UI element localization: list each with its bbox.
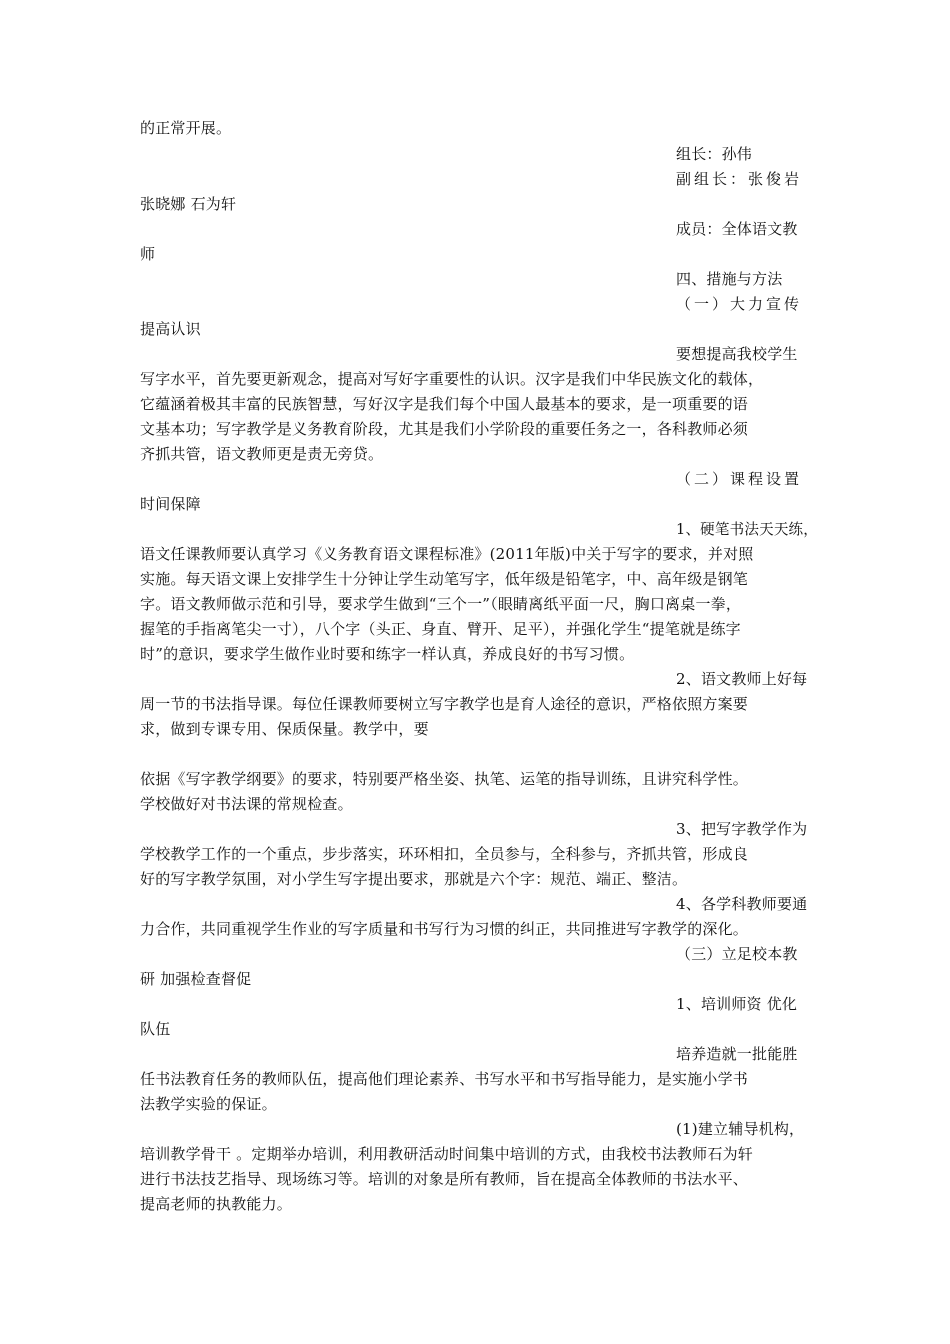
paragraph-start: 4、各学科教师要通 (676, 895, 808, 913)
paragraph-start: 3、把写字教学作为 (676, 820, 808, 838)
text-line: 张晓娜 石为轩 (140, 195, 237, 213)
subsection-heading: （三）立足校本教 (676, 945, 798, 963)
text-line: 齐抓共管，语文教师更是责无旁贷。 (140, 445, 384, 463)
text-line: 好的写字教学氛围，对小学生写字提出要求，那就是六个字：规范、端正、整洁。 (140, 870, 688, 888)
text-line: 字。语文教师做示范和引导，要求学生做到“三个一”（眼睛离纸平面一尺，胸口离桌一拳， (140, 595, 742, 613)
text-line: 的正常开展。 (140, 119, 232, 137)
text-line: 求，做到专课专用、保质保量。教学中，要 (140, 720, 429, 738)
paragraph-start: (1)建立辅导机构， (676, 1120, 805, 1138)
text-line: 力合作，共同重视学生作业的写字质量和书写行为习惯的纠正，共同推进写字教学的深化。 (140, 920, 749, 938)
paragraph-start: 要想提高我校学生 (676, 345, 798, 363)
members-line: 成员：全体语文教 (676, 220, 798, 238)
section-heading: 四、措施与方法 (676, 270, 783, 288)
text-line: 队伍 (140, 1020, 171, 1038)
text-line: 提高老师的执教能力。 (140, 1195, 293, 1213)
text-line: 师 (140, 245, 156, 263)
text-line: 进行书法技艺指导、现场练习等。培训的对象是所有教师，旨在提高全体教师的书法水平、 (140, 1170, 749, 1188)
text-line: 它蕴涵着极其丰富的民族智慧，写好汉字是我们每个中国人最基本的要求，是一项重要的语 (140, 395, 749, 413)
text-line: 时间保障 (140, 495, 201, 513)
text-line: 文基本功；写字教学是义务教育阶段，尤其是我们小学阶段的重要任务之一，各科教师必须 (140, 420, 749, 438)
group-leader-line: 组长：孙伟 (676, 145, 753, 163)
text-line: 依据《写字教学纲要》的要求，特别要严格坐姿、执笔、运笔的指导训练，且讲究科学性。 (140, 770, 749, 788)
text-line: 周一节的书法指导课。每位任课教师要树立写字教学也是育人途径的意识，严格依照方案要 (140, 695, 749, 713)
text-line: 实施。每天语文课上安排学生十分钟让学生动笔写字，低年级是铅笔字，中、高年级是钢笔 (140, 570, 749, 588)
paragraph-start: 培养造就一批能胜 (676, 1045, 798, 1063)
paragraph-start: 1、培训师资 优化 (676, 995, 798, 1013)
text-line: 研 加强检查督促 (140, 970, 252, 988)
subsection-heading: （二）课程设置 (676, 470, 803, 488)
deputy-leader-line: 副组长：张俊岩 (676, 170, 803, 188)
text-line: 握笔的手指离笔尖一寸），八个字（头正、身直、臂开、足平），并强化学生“提笔就是练字 (140, 620, 741, 638)
text-line: 学校教学工作的一个重点，步步落实，环环相扣，全员参与，全科参与，齐抓共管，形成良 (140, 845, 749, 863)
text-line: 提高认识 (140, 320, 201, 338)
text-line: 语文任课教师要认真学习《义务教育语文课程标准》(2011年版)中关于写字的要求，并对照 (140, 545, 754, 563)
text-line: 培训教学骨干 。定期举办培训，利用教研活动时间集中培训的方式，由我校书法教师石为轩 (140, 1145, 753, 1163)
text-line: 学校做好对书法课的常规检查。 (140, 795, 353, 813)
paragraph-start: 1、硬笔书法天天练， (676, 520, 819, 538)
text-line: 法教学实验的保证。 (140, 1095, 277, 1113)
subsection-heading: （一）大力宣传 (676, 295, 803, 313)
text-line: 写字水平，首先要更新观念，提高对写好字重要性的认识。汉字是我们中华民族文化的载体， (140, 370, 764, 388)
text-line: 时”的意识，要求学生做作业时要和练字一样认真，养成良好的书写习惯。 (140, 645, 635, 663)
paragraph-start: 2、语文教师上好每 (676, 670, 808, 688)
text-line: 任书法教育任务的教师队伍，提高他们理论素养、书写水平和书写指导能力，是实施小学书 (140, 1070, 749, 1088)
